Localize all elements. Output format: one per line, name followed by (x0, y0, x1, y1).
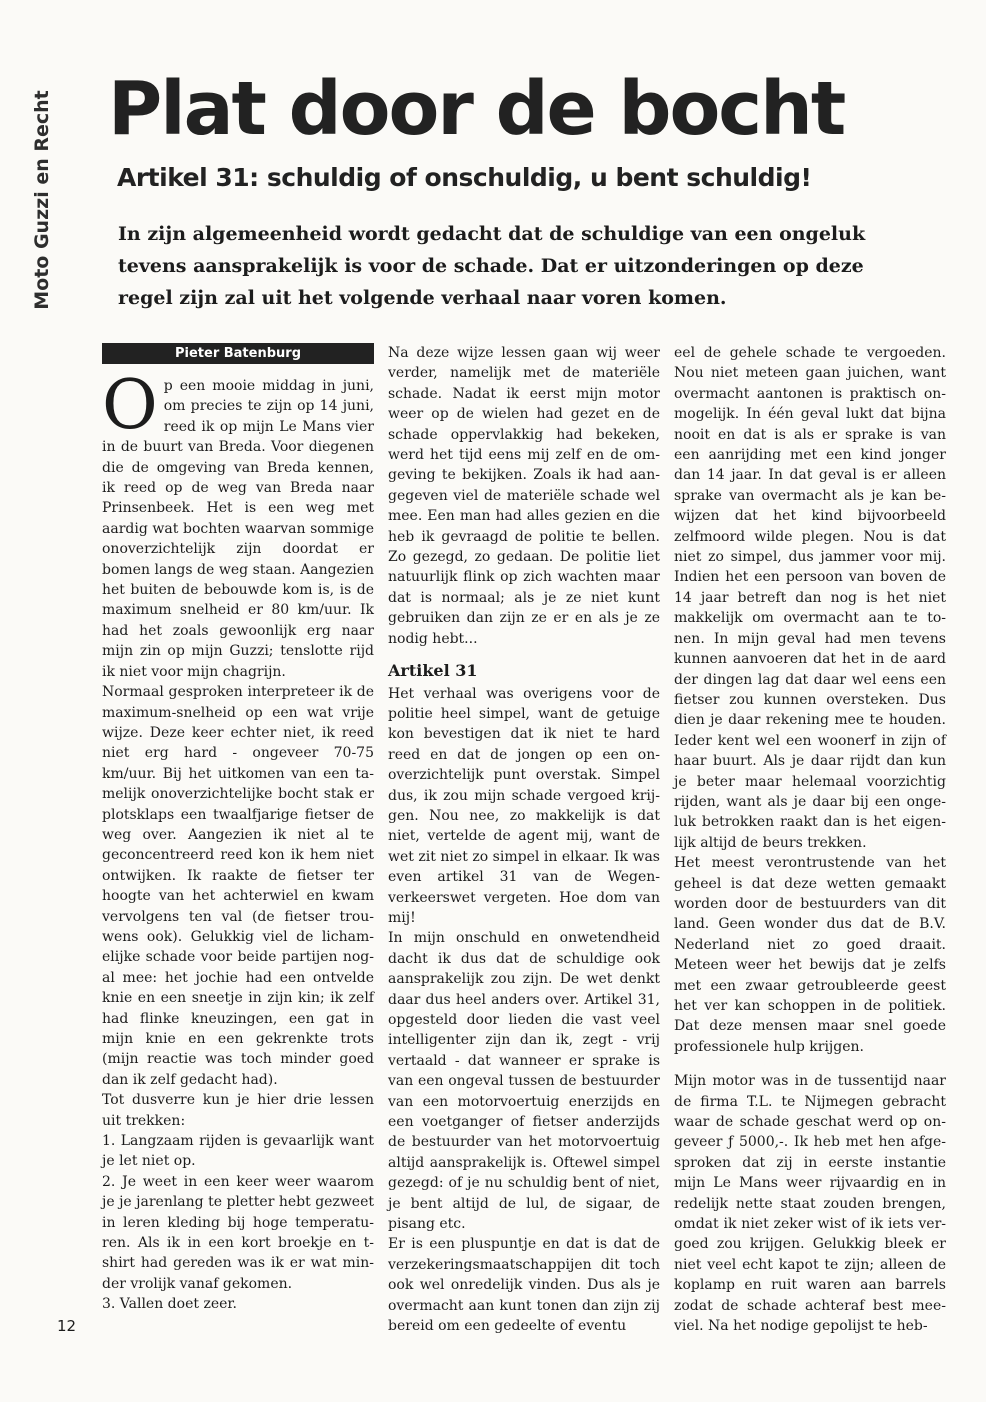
paragraph: In mijn onschuld en onwetendheid dacht ik dus dat de schuldige ook aansprakelijk zou zijn. De wet denkt daar dus heel anders over. Artikel 31, opgesteld door lieden die vast veel intelligenter zijn dan ik, zegt - vrij vertaald - dat wanneer er sprake is van een ongeval tussen de bestuurder van een motorvoertuig enerzijds en een voetganger of fietser anderzijds de bestuurder van het motorvoertuig altijd aansprakelijk is. Oftewel simpel gezegd: of je nu schuldig bent of niet, je bent altijd de lul, de sigaar, de pisang etc. (388, 930, 660, 1233)
column-2 (388, 343, 660, 1337)
paragraph: Er is een pluspuntje en dat is dat de verzekeringsmaatschappijen dit toch ook wel onredelijk vinden. Dus als je overmacht aan kunt tonen dan zijn zij bereid om een gedeelte of eventu (388, 1236, 660, 1335)
paragraph: Mijn motor was in de tussentijd naar de firma T.L. te Nijmegen gebracht waar de schade geschat werd op ongeveer ƒ 5000,-. Ik heb met hen afgesproken dat zij in eerste instantie mijn Le Mans weer rijvaardig en in redelijk nette staat zouden brengen, omdat ik niet zeker wist of ik iets vergoed zou krijgen. Gelukkig bleek er niet veel echt kapot te zijn; alleen de koplamp en ruit waren aan barrels zodat de schade achteraf best meeviel. Na het nodige gepolijst te heb- (674, 1073, 946, 1335)
list-item: 3. Vallen doet zeer. (102, 1296, 237, 1313)
paragraph: Het verhaal was overigens voor de politie heel simpel, want de getuige kon bevestigen dat ik niet te hard reed en dat de jongen op een onoverzichtelijk punt overstak. Simpel dus, ik zou mijn schade vergoed krijgen. Nou nee, zo makkelijk is dat niet, vertelde de agent mij, want de wet zit niet zo simpel in elkaar. Ik was even artikel 31 van de Wegenverkeerswet vergeten. Hoe dom van mij! (388, 685, 660, 926)
drop-cap: O (102, 366, 158, 445)
paragraph: Normaal gesproken interpreteer ik de maximum-snelheid op een wat vrije wijze. Deze keer echter niet, ik reed niet erg hard - ongeveer 70-75 km/uur. Bij het uitkomen van een tamelijk onoverzichtelijke bocht stak er plotsklaps een twaalfjarige fietser de weg over. Aangezien ik niet al te geconcentreerd reed kon ik hem niet ontwijken. Ik raakte de fietser ter hoogte van het achterwiel en kwam vervolgens ten val (de fietser trouwens ook). Gelukkig viel de lichamelijke schade voor beide partijen nogal mee: het jochie had een ontvelde knie en een sneetje in zijn kin; ik zelf had flinke kneuzingen, een gat in mijn knie en een gekrenkte trots (mijn reactie was toch minder goed dan ik zelf gedacht had). (102, 684, 374, 1088)
article-subtitle: Artikel 31: schuldig of onschuldig, u bent schuldig! (117, 163, 812, 192)
page-number: 12 (57, 1317, 77, 1335)
list-item: 2. Je weet in een keer weer waarom je je jarenlang te pletter hebt gezweet in leren kleding bij hoge temperaturen. Als ik in een kort broekje en t-shirt had gereden was ik er wat minder vrolijk vanaf gekomen. (102, 1173, 374, 1292)
section-heading: Artikel 31 (388, 661, 478, 681)
article-title: Plat door de bocht (108, 66, 845, 152)
column-1 (102, 343, 374, 1315)
column-3 (674, 343, 946, 1337)
article-lead: In zijn algemeenheid wordt gedacht dat de schuldige van een ongeluk tevens aansprakelijk is voor de schade. Dat er uitzonderingen op deze regel zijn zal uit het volgende verhaal naar voren komen. (118, 223, 866, 309)
author-byline: Pieter Batenburg (102, 343, 374, 364)
section-label: Moto Guzzi en Recht (31, 90, 53, 310)
paragraph (102, 366, 374, 682)
paragraph: Het meest verontrustende van het geheel is dat deze wetten gemaakt worden door de bestuurders van dit land. Geen wonder dus dat de B.V. Nederland niet zo goed draait. Meteen weer het bewijs dat je zelfs met een zwaar getroubleerde geest het ver kan schoppen in de politiek. Dat deze mensen maar snel goede professionele hulp krijgen. (674, 855, 946, 1055)
paragraph: Na deze wijze lessen gaan wij weer verder, namelijk met de materiële schade. Nadat ik eerst mijn motor weer op de wielen had gezet en de schade oppervlakkig had bekeken, werd het tijd eens mij zelf en de omgeving te bekijken. Zoals ik had aangegeven viel de materiële schade wel mee. Een man had alles gezien en die heb ik gevraagd de politie te bellen. Zo gezegd, zo gedaan. De politie liet natuurlijk flink op zich wachten maar dat is normaal; als je ze niet kunt gebruiken dan zijn ze er en als je ze nodig hebt... (388, 345, 660, 647)
paragraph-text: p een mooie middag in juni, om precies te zijn op 14 juni, reed ik op mijn Le Mans vier in de buurt van Breda. Voor diegenen die de omgeving van Breda kennen, ik reed op de weg van Breda naar Prinsenbeek. Het is een weg met aardig wat bochten waarvan sommige onoverzichtelijk zijn doordat er bomen langs de weg staan. Aangezien het buiten de bebouwde kom is, is de maximum snelheid er 80 km/uur. Ik had het zoals gewoonlijk erg naar mijn zin op mijn Guzzi; tenslotte rijd ik niet voor mijn chagrijn. (102, 378, 374, 680)
paragraph: Tot dusverre kun je hier drie lessen uit trekken: (102, 1092, 374, 1129)
paragraph-continued: eel de gehele schade te vergoeden. Nou niet meteen gaan juichen, want overmacht aantonen is praktisch onmogelijk. In één geval lukt dat bijna nooit en dat is als er sprake is van een aanrijding met een kind jonger dan 14 jaar. In dat geval is er alleen sprake van overmacht als je kan bewijzen dat het kind bijvoorbeeld zelfmoord wilde plegen. Nou is dat niet zo simpel, dus jammer voor mij. Indien het een persoon van boven de 14 jaar betreft dan nog is het niet makkelijk om overmacht aan te tonen. In mijn geval had men tevens kunnen aanvoeren dat het in de aard der dingen lag dat daar wel eens een fietser zou kunnen oversteken. Dus dien je daar rekening mee te houden. Ieder kent wel een woonerf in zijn of haar buurt. Als je daar rijdt dan kun je beter maar helemaal voorzichtig rijden, want als je daar bij een ongeluk betrokken raakt dan is het eigenlijk altijd de beurs trekken. (674, 345, 946, 851)
list-item: 1. Langzaam rijden is gevaarlijk want je let niet op. (102, 1133, 374, 1170)
